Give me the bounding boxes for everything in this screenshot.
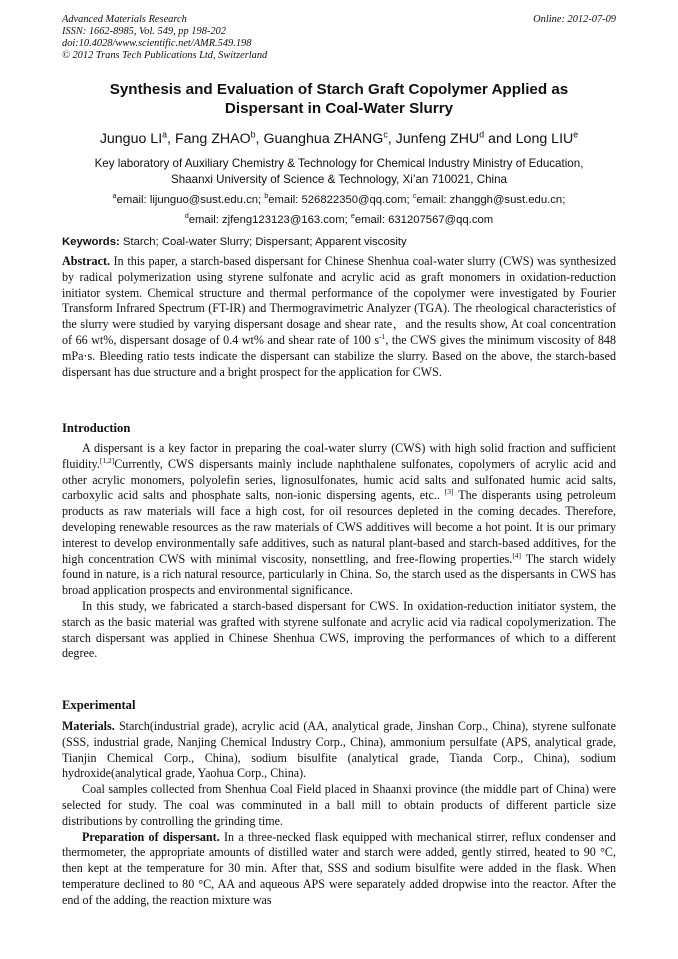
preparation-paragraph: Preparation of dispersant. In a three-necked flask equipped with mechanical stirrer, reflux condenser and thermometer, the appropriate amounts of distilled water and starch were added, gently stirred, heated to 90 °C, then kept at the temperature for 30 min. After that, SSS and sodium bisulfite were added in the flask. When temperature declined to 80 °C, AA and aqueous APS were separately added dropwise into the reactor. After the end of the adding, the reaction mixture was	[62, 829, 616, 907]
email-e[interactable]: email: 631207567@qq.com	[354, 214, 494, 226]
paper-title	[62, 80, 616, 118]
abstract-label: Abstract.	[62, 254, 111, 268]
author-mark: d	[479, 129, 485, 140]
email-a[interactable]: email: lijunguo@sust.edu.cn;	[116, 194, 265, 206]
author: Guanghua ZHANG$^c$,	[263, 129, 396, 147]
materials-label: Materials.	[62, 719, 115, 733]
keywords	[62, 235, 616, 249]
journal-doi: doi:10.4028/www.scientific.net/AMR.549.198	[62, 38, 252, 49]
author-mark: e	[573, 129, 579, 140]
journal-issn: ISSN: 1662-8985, Vol. 549, pp 198-202	[62, 26, 226, 37]
intro-paragraph-1: A dispersant is a key factor in preparing the coal-water slurry (CWS) with high solid fraction and sufficient fluidity.[1,2]Currently, CWS dispersants mainly include naphthalene sulfonates, copolymers of acrylic acid and other acrylic monomers, polyolefin series, lignosulfonates, humic acid salts and sulfonated humic acid salts, carboxylic acid salts and phosphate salts, non-ionic dispersing agents, etc.. [3] The disperants using petroleum products as raw materials will face a high cost, for oil resources depleted in the coming decades. Therefore, developing renewable resources as the raw materials of CWS additives will become a hot point. It is our primary interest to develop environmentally safe additives, such as natural plant-based and starch-based additives, for the high concentration CWS with minimal viscosity, nonsettling, and free-flowing properties.[4] The starch widely found in nature, is a rich natural resource, particularly in China. So, the starch used as the dispersants in CWS has broad application prospects and environmental significance.	[62, 441, 616, 598]
intro-paragraph-2: In this study, we fabricated a starch-based dispersant for CWS. In oxidation-reduction initiator system, the starch as the basic material was grafted with styrene sulfonate and acrylic acid via radical copolymerization. The starch dispersant was applied in Chinese Shenhua CWS, improving the performances of which to a different degree.	[62, 598, 616, 661]
journal-header	[62, 14, 616, 62]
author: Junguo $LI^a$,	[99, 129, 175, 147]
experimental-body	[62, 719, 616, 909]
email-c[interactable]: email: zhanggh@sust.edu.cn;	[416, 194, 566, 206]
email-line-1: $^a$email: lijunguo@sust.edu.cn; $^b$email: 526822350@qq.com; $^c$email: zhanggh@sust.edu.cn;	[112, 193, 566, 206]
email-b[interactable]: email: 526822350@qq.com;	[268, 194, 413, 206]
citation[interactable]: [3]	[444, 487, 454, 497]
author-mark: b	[250, 129, 256, 140]
introduction-body	[62, 441, 616, 662]
affiliation-line-1: Key laboratory of Auxiliary Chemistry & Technology for Chemical Industry Ministry of Education,	[94, 157, 584, 170]
citation[interactable]: [1,2]	[99, 455, 115, 465]
online-date: Online: 2012-07-09	[533, 14, 616, 25]
keywords-label: Keywords:	[62, 236, 120, 248]
journal-copyright: © 2012 Trans Tech Publications Ltd, Switzerland	[62, 50, 268, 61]
author: Junfeng ZHU$^d$ and	[395, 129, 516, 147]
experimental-heading: Experimental	[62, 698, 136, 712]
affiliation-line-2: Shaanxi University of Science & Technology, Xi’an 710021, China	[171, 173, 507, 186]
introduction-heading: Introduction	[62, 421, 131, 435]
title-line-2: Dispersant in Coal-Water Slurry	[224, 100, 454, 117]
author: Long LIU$^e$	[515, 129, 579, 147]
email-d[interactable]: email: zjfeng123123@163.com;	[188, 214, 351, 226]
author-mark: a	[162, 129, 168, 140]
citation[interactable]: [4]	[512, 550, 522, 560]
title-line-1: Synthesis and Evaluation of Starch Graft Copolymer Applied as	[109, 81, 569, 98]
author-list	[40, 130, 638, 148]
abstract: Abstract. In this paper, a starch-based dispersant for Chinese Shenhua coal-water slurry (CWS) was synthesized by radical polymerization using styrene sulfonate and acrylic acid as graft monomers in oxidation-reduction initiator system. Chemical structure and thermal performance of the copolymer were investigated by Fourier Transform Infrared Spectrum (FT-IR) and Thermogravimetric Analyzer (TGA). The rheological characteristics of the slurry were studied by varying dispersant dosage and shear rate，and the results show, At coal concentration of 66 wt%, dispersant dosage of 0.4 wt% and shear rate of 100 $s^{-1}$, the CWS gives the minimum viscosity of 848 mPa·s. Bleeding ratio tests indicate the dispersant can stabilize the slurry. Based on the above, the starch-based dispersant has due structure and a bright prospect for the application for CWS.	[62, 254, 616, 379]
preparation-label: Preparation of dispersant.	[82, 829, 220, 844]
affiliation	[62, 156, 616, 188]
materials-paragraph: Materials. Starch(industrial grade), acrylic acid (AA, analytical grade, Jinshan Corp., China), styrene sulfonate (SSS, industrial grade, Nanjing Chemical Industry Corp., China), ammonium persulfate (APS, analytical grade, Tianjin Chemical Corp., China), sodium bisulfite (analytical grade, Tianda Corp., China), sodium hydroxide(analytical grade, Yaohua Corp., China).	[62, 719, 616, 781]
author: Fang ZHAO$^b$,	[174, 129, 264, 147]
coal-paragraph: Coal samples collected from Shenhua Coal Field placed in Shaanxi province (the middle part of China) were selected for study. The coal was comminuted in a ball mill to obtain products of different particle size distributions by controlling the grinding time.	[62, 782, 616, 828]
keywords-text: Starch; Coal-water Slurry; Dispersant; Apparent viscosity	[119, 236, 407, 248]
journal-name: Advanced Materials Research	[62, 14, 187, 25]
author-mark: c	[383, 129, 388, 140]
email-line-2: $^d$email: zjfeng123123@163.com; $^e$email: 631207567@qq.com	[184, 213, 494, 226]
